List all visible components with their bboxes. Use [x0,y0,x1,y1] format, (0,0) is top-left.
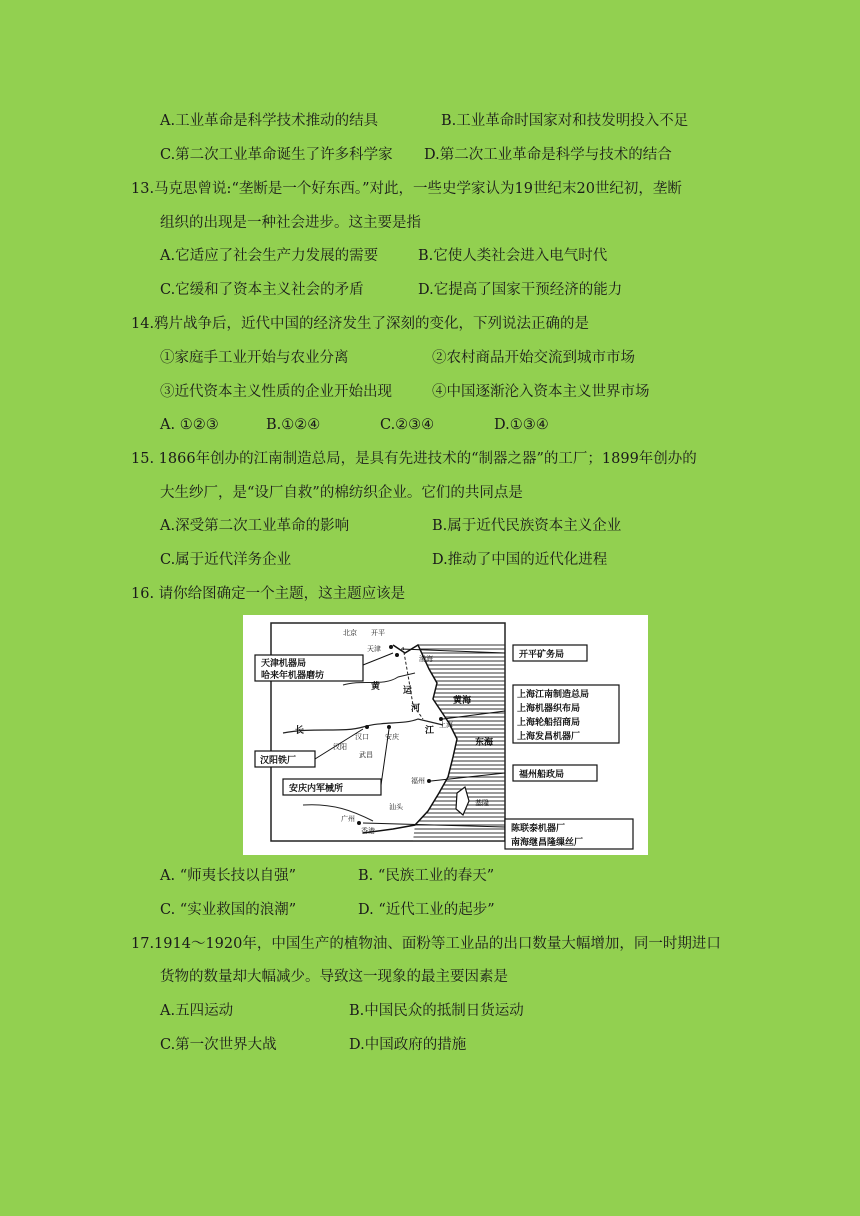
q14-option-c: C.②③④ [380,417,435,433]
q15-option-d: D.推动了中国的近代化进程 [432,552,608,568]
factory-label: 开平矿务局 [519,650,565,660]
place-label: 武昌 [359,751,373,759]
q13-stem-line2: 组织的出现是一种社会进步。这主要是指 [160,215,421,231]
place-label: 天津 [367,645,381,653]
q16-stem: 16. 请你给图确定一个主题，这主题应该是 [131,586,406,602]
place-label: 福州 [411,777,425,785]
q16-option-c: C. “实业救国的浪潮” [160,902,297,918]
q12-option-a: A.工业革命是科学技术推动的结具 [160,113,379,129]
factory-label: 福州船政局 [519,770,565,780]
q17-option-b: B.中国民众的抵制日货运动 [349,1003,524,1019]
q14-item-3: ③近代资本主义性质的企业开始出现 [160,384,392,400]
q17-stem-line2: 货物的数量却大幅减少。导致这一现象的最主要因素是 [160,969,508,985]
q15-stem-line1: 15. 1866年创办的江南制造总局，是具有先进技术的“制器之器”的工厂；1899年创办的 [131,451,697,467]
place-label: 开平 [371,629,385,637]
place-label: 运 [403,686,413,696]
q14-option-a: A. ①②③ [160,417,219,433]
q17-option-d: D.中国政府的措施 [349,1037,467,1053]
place-label: 东海 [475,738,494,748]
q15-stem-line2: 大生纱厂，是“设厂自救”的棉纺织企业。它们的共同点是 [160,485,523,501]
factory-label: 上海轮船招商局 [517,718,581,728]
q13-option-a: A.它适应了社会生产力发展的需要 [160,248,379,264]
place-label: 汉口 [355,733,369,741]
place-label: 上海 [439,721,453,729]
q12-option-d: D.第二次工业革命是科学与技术的结合 [424,147,672,163]
place-label: 香港 [361,827,375,835]
q12-option-c: C.第二次工业革命诞生了许多科学家 [160,147,393,163]
place-label: 广州 [341,815,355,823]
factory-label: 汉阳铁厂 [260,756,297,766]
factory-label: 陈联泰机器厂 [511,824,566,834]
place-label: 河 [411,704,421,714]
right-factory-boxes [505,645,633,849]
q12-option-b: B.工业革命时国家对和技发明投入不足 [441,113,689,129]
q14-item-2: ②农村商品开始交流到城市市场 [432,350,635,366]
factory-label: 安庆内军械所 [289,784,344,794]
q14-item-4: ④中国逐渐沦入资本主义世界市场 [432,384,650,400]
factory-label: 天津机器局 [261,659,307,669]
factory-label: 南海继昌隆缫丝厂 [511,838,584,848]
q15-option-a: A.深受第二次工业革命的影响 [160,518,350,534]
q14-stem: 14.鸦片战争后，近代中国的经济发生了深刻的变化，下列说法正确的是 [131,316,590,332]
q14-item-1: ①家庭手工业开始与农业分离 [160,350,349,366]
q13-option-d: D.它提高了国家干预经济的能力 [418,282,623,298]
q16-option-d: D. “近代工业的起步” [358,902,495,918]
place-label: 基隆 [475,799,489,807]
q16-option-a: A. “师夷长技以自强” [160,868,297,884]
factory-label: 上海发昌机器厂 [517,732,581,742]
factory-label: 上海机器织布局 [517,704,581,714]
q13-option-b: B.它使人类社会进入电气时代 [418,248,608,264]
place-label: 长 [295,726,305,736]
place-label: 黄 [371,682,381,692]
q13-option-c: C.它缓和了资本主义社会的矛盾 [160,282,364,298]
q14-option-d: D.①③④ [494,417,549,433]
q17-stem-line1: 17.1914～1920年，中国生产的植物油、面粉等工业品的出口数量大幅增加，同一时期进口 [131,936,721,952]
place-label: 北京 [343,629,357,637]
place-label: 渤海 [419,655,433,663]
q14-option-b: B.①②④ [266,417,321,433]
q17-option-c: C.第一次世界大战 [160,1037,277,1053]
factory-label: 上海江南制造总局 [517,690,590,700]
place-label: 黄海 [453,696,472,706]
q17-option-a: A.五四运动 [160,1003,234,1019]
place-label: 汕头 [389,803,403,811]
q13-stem-line1: 13.马克思曾说:“垄断是一个好东西。”对此，一些史学家认为19世纪末20世纪初，垄断 [131,181,682,197]
q16-option-b: B. “民族工业的春天” [358,868,495,884]
factory-label: 哈来年机器磨坊 [261,671,325,681]
place-label: 汉阳 [333,743,347,751]
industry-map-figure [243,615,648,855]
industry-map [243,615,648,855]
q15-option-c: C.属于近代洋务企业 [160,552,292,568]
q15-option-b: B.属于近代民族资本主义企业 [432,518,622,534]
place-label: 江 [425,726,435,736]
place-label: 安庆 [385,733,399,741]
